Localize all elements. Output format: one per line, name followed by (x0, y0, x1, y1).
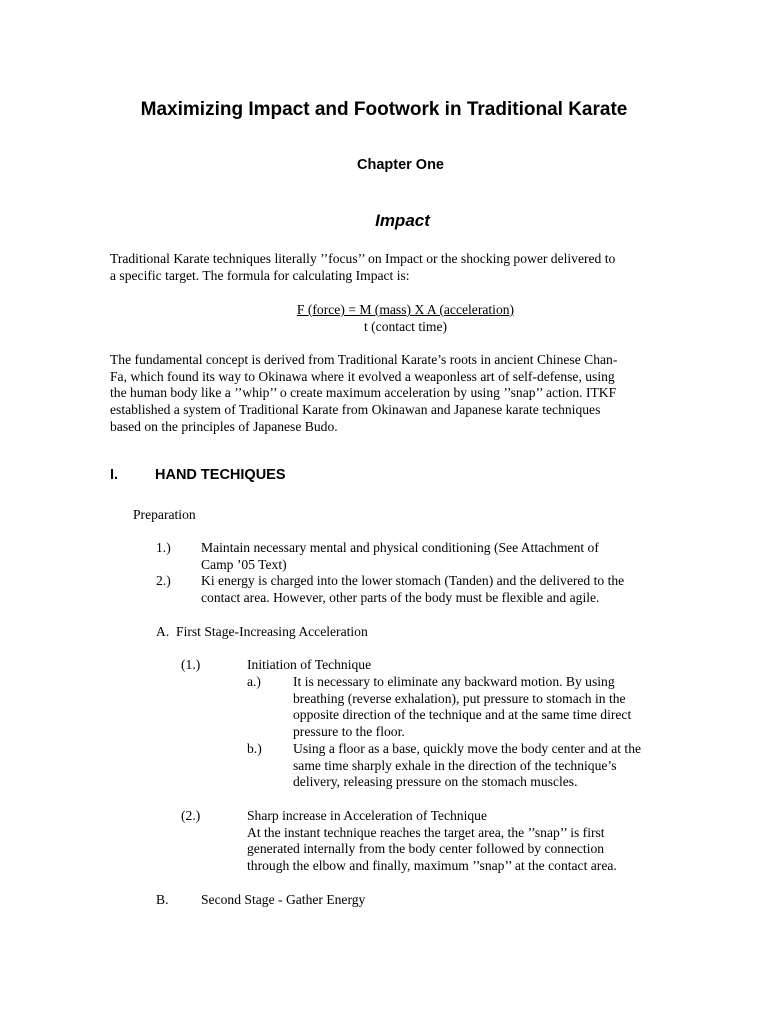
stage-b-number: B. (156, 892, 169, 907)
sub1-number: (1.) (181, 657, 201, 672)
formula (110, 302, 701, 335)
prep-item-2-number: 2.) (156, 573, 171, 588)
section-one-title: HAND TECHIQUES (155, 467, 286, 483)
sub1-item-a-text: It is necessary to eliminate any backward motion. By using breathing (reverse exhalation), put pressure to stomach in the opposite direction of the technique and at the same time direct pressure to the floor. (293, 674, 632, 740)
chapter-heading: Chapter One (356, 157, 444, 173)
prep-item-1-number: 1.) (156, 540, 171, 555)
stage-b-heading: Second Stage - Gather Energy (201, 892, 366, 907)
sub1-item-b-text: Using a floor as a base, quickly move the body center and at the same time sharply exhale in the direction of the technique’s delivery, releasing pressure on the stomach muscles. (293, 741, 642, 790)
sub1-item-b-label: b.) (247, 741, 262, 756)
concept-paragraph: The fundamental concept is derived from Traditional Karate’s roots in ancient Chinese Chan- Fa, which found its way to Okinawa where it evolved a weaponless art of self-defense, using the human body like a ’’whip’’ o create maximum acceleration by using ’’snap’’ action. ITKF established a system of Traditional Karate from Okinawan and Japanese karate techniques based on the principles of Japanese Budo. (110, 352, 618, 434)
intro-paragraph: Traditional Karate techniques literally ’’focus’’ on Impact or the shocking power delivered to a specific target. The formula for calculating Impact is: (110, 251, 616, 283)
document-title: Maximizing Impact and Footwork in Traditional Karate (140, 99, 628, 120)
section-heading-impact: Impact (375, 211, 430, 230)
formula-numerator: F (force) = M (mass) X A (acceleration) (296, 302, 515, 317)
stage-a-heading: A. First Stage-Increasing Acceleration (156, 624, 368, 639)
sub1-item-a-label: a.) (247, 674, 261, 689)
prep-item-2-text: Ki energy is charged into the lower stomach (Tanden) and the delivered to the contact area. However, other parts of the body must be flexible and agile. (201, 573, 625, 605)
preparation-label: Preparation (133, 507, 196, 522)
prep-item-1-text: Maintain necessary mental and physical conditioning (See Attachment of Camp ’05 Text) (201, 540, 599, 572)
section-one-number: I. (110, 467, 119, 483)
sub2-number: (2.) (181, 808, 201, 823)
sub1-title: Initiation of Technique (247, 657, 372, 672)
formula-denominator: t (contact time) (363, 318, 448, 334)
sub2-text: Sharp increase in Acceleration of Technique At the instant technique reaches the target area, the ’’snap’’ is first generated internally from the body center followed by connection through the elbow and finally, maximum ’’snap’’ at the contact area. (247, 808, 617, 874)
